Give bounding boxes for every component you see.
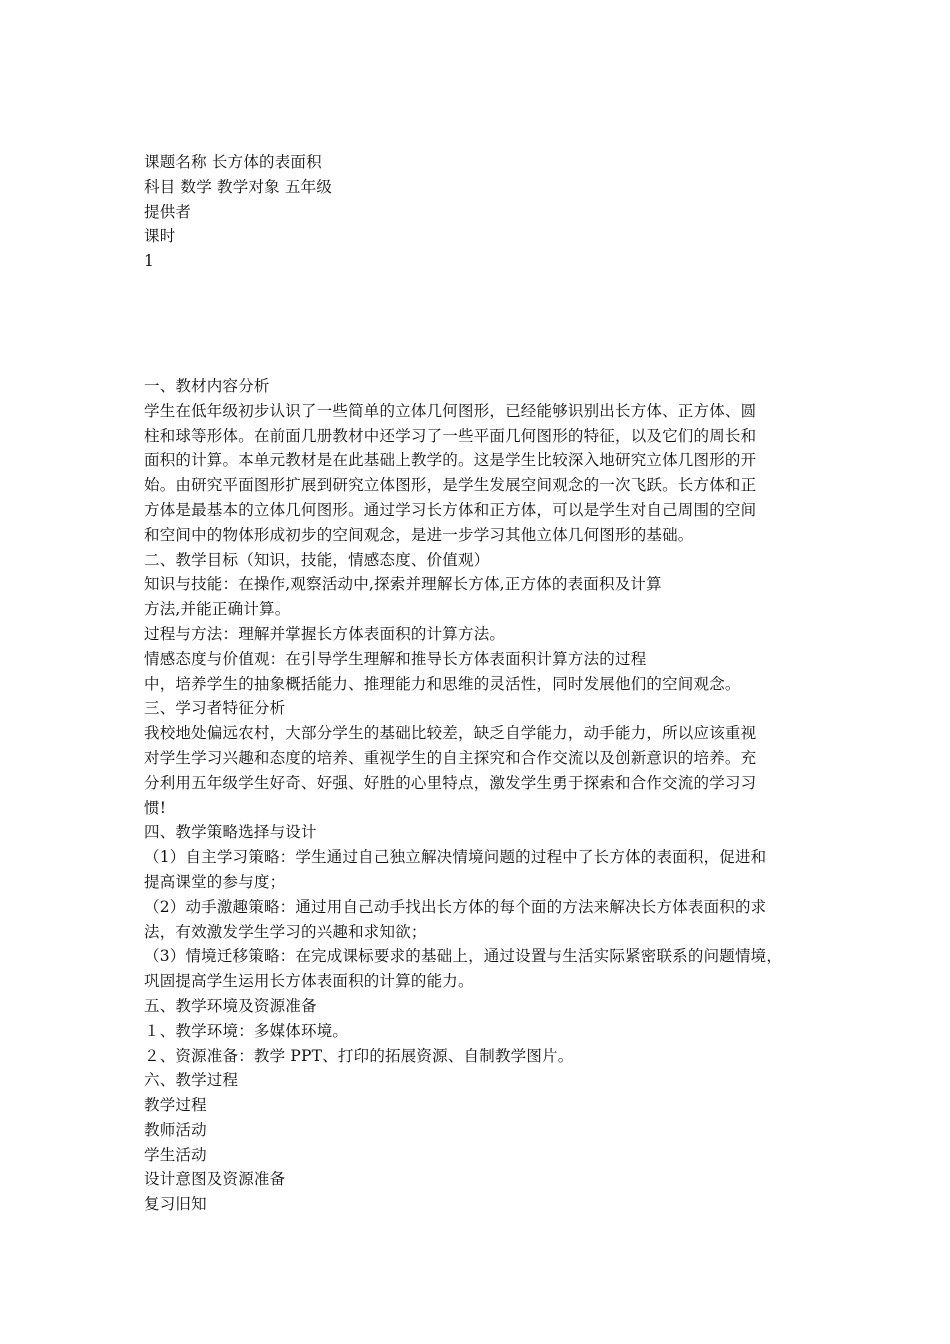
paragraph-line: 学生活动 (144, 1145, 207, 1164)
section-title-learner-analysis: 三、学习者特征分析 (144, 699, 286, 718)
paragraph-line: 对学生学习兴趣和态度的培养、重视学生的自主探究和合作交流以及创新意识的培养。充 (144, 748, 757, 767)
paragraph-line: 设计意图及资源准备 (144, 1170, 286, 1189)
paragraph-line: 学生在低年级初步认识了一些简单的立体几何图形，已经能够识别出长方体、正方体、圆 (144, 401, 757, 420)
section-title-content-analysis: 一、教材内容分析 (144, 376, 270, 395)
section-title-strategy: 四、教学策略选择与设计 (144, 823, 317, 842)
paragraph-line: 中，培养学生的抽象概括能力、推理能力和思维的灵活性，同时发展他们的空间观念。 (144, 674, 741, 693)
paragraph-line: 复习旧知 (144, 1195, 207, 1214)
paragraph-line: 方法,并能正确计算。 (144, 600, 291, 619)
section-title-environment: 五、教学环境及资源准备 (144, 996, 317, 1015)
section-title-objectives: 二、教学目标（知识，技能，情感态度、价值观） (144, 550, 490, 569)
paragraph-line: 我校地处偏远农村，大部分学生的基础比较差，缺乏自学能力，动手能力，所以应该重视 (144, 724, 757, 743)
paragraph-line: 情感态度与价值观：在引导学生理解和推导长方体表面积计算方法的过程 (144, 649, 647, 668)
paragraph-line: 教学过程 (144, 1096, 207, 1115)
provider-line: 提供者 (144, 202, 192, 221)
paragraph-line: 面积的计算。本单元教材是在此基础上教学的。这是学生比较深入地研究立体几图形的开 (144, 451, 757, 470)
paragraph-line: 和空间中的物体形成初步的空间观念，是进一步学习其他立体几何图形的基础。 (144, 525, 694, 544)
class-hours-value: 1 (144, 252, 155, 271)
course-title-line: 课题名称 长方体的表面积 (144, 153, 322, 171)
paragraph-line: 提高课堂的参与度； (144, 872, 286, 891)
paragraph-line: （2）动手激趣策略：通过用自己动手找出长方体的每个面的方法来解决长方体表面积的求 (144, 897, 767, 916)
paragraph-line: （1）自主学习策略：学生通过自己独立解决情境问题的过程中了长方体的表面积，促进和 (144, 848, 767, 867)
paragraph-line: （3）情境迁移策略：在完成课标要求的基础上，通过设置与生活实际紧密联系的问题情境， (144, 947, 783, 966)
paragraph-line: 教师活动 (144, 1120, 207, 1139)
paragraph-line: 始。由研究平面图形扩展到研究立体图形，是学生发展空间观念的一次飞跃。长方体和正 (144, 476, 757, 495)
paragraph-line: 方体是最基本的立体几何图形。通过学习长方体和正方体，可以是学生对自己周围的空间 (144, 500, 757, 519)
paragraph-line: 知识与技能：在操作,观察活动中,探索并理解长方体,正方体的表面积及计算 (144, 575, 662, 594)
paragraph-line: 巩固提高学生运用长方体表面积的计算的能力。 (144, 972, 474, 991)
section-title-process: 六、教学过程 (144, 1071, 239, 1090)
paragraph-line: 惯! (144, 798, 167, 817)
paragraph-line: １、教学环境：多媒体环境。 (144, 1021, 349, 1040)
paragraph-line: 过程与方法：理解并掌握长方体表面积的计算方法。 (144, 624, 506, 643)
spacer (144, 274, 816, 374)
paragraph-line: 分利用五年级学生好奇、好强、好胜的心里特点，激发学生勇于探索和合作交流的学习习 (144, 773, 757, 792)
paragraph-line: 法，有效激发学生学习的兴趣和求知欲； (144, 922, 427, 941)
document-body (144, 150, 816, 1217)
subject-line: 科目 数学 教学对象 五年级 (144, 177, 333, 196)
paragraph-line: 柱和球等形体。在前面几册教材中还学习了一些平面几何图形的特征，以及它们的周长和 (144, 426, 757, 445)
class-hours-label: 课时 (144, 227, 176, 246)
paragraph-line: ２、资源准备：教学 PPT、打印的拓展资源、自制教学图片。 (144, 1046, 574, 1065)
